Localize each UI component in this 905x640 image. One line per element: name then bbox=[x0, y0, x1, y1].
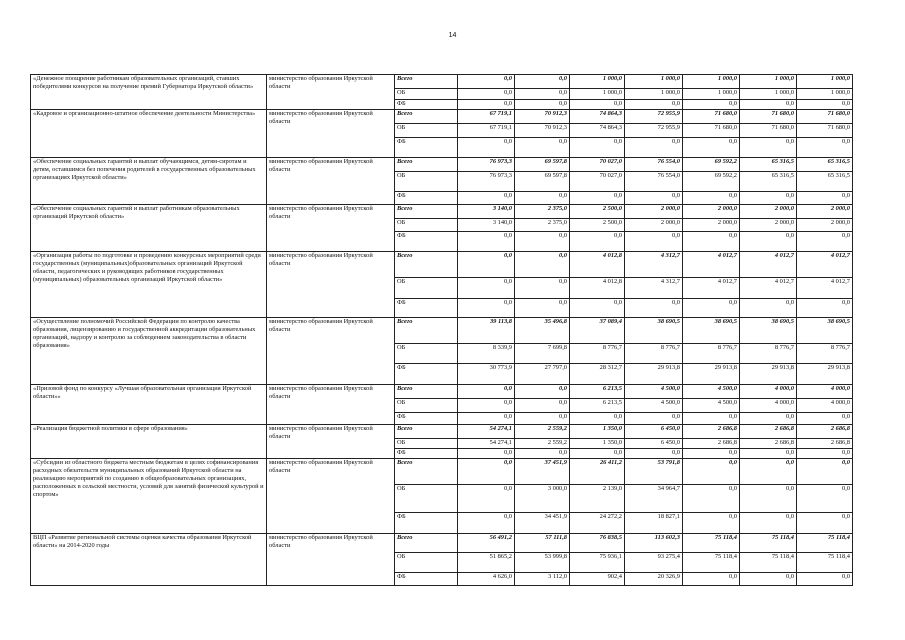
amount-cell: 6 213,5 bbox=[570, 399, 625, 413]
amount-cell: 75 118,4 bbox=[740, 534, 797, 553]
amount-cell: 2 686,8 bbox=[683, 425, 740, 439]
amount-cell: 4 012,7 bbox=[683, 278, 740, 299]
amount-cell: 54 274,1 bbox=[458, 425, 515, 439]
amount-cell: 8 339,9 bbox=[458, 344, 515, 364]
amount-cell: 69 592,2 bbox=[683, 172, 740, 192]
amount-cell: 2 000,0 bbox=[683, 219, 740, 232]
funding-source-cell: ОБ bbox=[395, 553, 458, 573]
table-row bbox=[31, 425, 853, 439]
executor-cell: министерство образования Иркутской области bbox=[267, 158, 395, 205]
funding-source-cell: Всего bbox=[395, 110, 458, 124]
amount-cell: 2 375,0 bbox=[515, 219, 570, 232]
amount-cell: 0,0 bbox=[570, 232, 625, 252]
amount-cell: 4 000,0 bbox=[740, 385, 797, 399]
amount-cell: 4 000,0 bbox=[797, 399, 853, 413]
amount-cell: 4 012,7 bbox=[740, 252, 797, 278]
amount-cell: 0,0 bbox=[740, 513, 797, 534]
amount-cell: 4 012,8 bbox=[570, 252, 625, 278]
amount-cell: 0,0 bbox=[740, 192, 797, 205]
amount-cell: 74 864,3 bbox=[570, 124, 625, 138]
amount-cell: 0,0 bbox=[515, 299, 570, 318]
funding-source-cell: ФБ bbox=[395, 192, 458, 205]
amount-cell: 65 316,5 bbox=[740, 158, 797, 172]
page-number: 14 bbox=[448, 32, 457, 39]
funding-source-cell: Всего bbox=[395, 459, 458, 485]
amount-cell: 4 012,8 bbox=[570, 278, 625, 299]
amount-cell: 2 686,8 bbox=[683, 439, 740, 449]
amount-cell: 71 680,0 bbox=[740, 124, 797, 138]
amount-cell: 27 797,0 bbox=[515, 364, 570, 385]
amount-cell: 4 500,0 bbox=[683, 399, 740, 413]
amount-cell: 2 000,0 bbox=[683, 205, 740, 219]
amount-cell: 69 592,2 bbox=[683, 158, 740, 172]
amount-cell: 38 690,5 bbox=[625, 318, 683, 344]
amount-cell: 0,0 bbox=[515, 75, 570, 89]
amount-cell: 75 118,4 bbox=[797, 534, 853, 553]
amount-cell: 0,0 bbox=[458, 513, 515, 534]
amount-cell: 72 955,9 bbox=[625, 124, 683, 138]
amount-cell: 67 719,1 bbox=[458, 110, 515, 124]
amount-cell: 54 274,1 bbox=[458, 439, 515, 449]
amount-cell: 1 000,0 bbox=[740, 75, 797, 89]
amount-cell: 3 000,0 bbox=[515, 485, 570, 513]
amount-cell: 6 213,5 bbox=[570, 385, 625, 399]
amount-cell: 35 496,8 bbox=[515, 318, 570, 344]
amount-cell: 0,0 bbox=[797, 513, 853, 534]
amount-cell: 70 027,0 bbox=[570, 158, 625, 172]
amount-cell: 0,0 bbox=[797, 100, 853, 110]
amount-cell: 75 118,4 bbox=[683, 534, 740, 553]
amount-cell: 4 012,7 bbox=[797, 278, 853, 299]
amount-cell: 0,0 bbox=[515, 278, 570, 299]
funding-source-cell: Всего bbox=[395, 252, 458, 278]
amount-cell: 0,0 bbox=[458, 385, 515, 399]
activity-name-cell: «Осуществление полномочий Российской Федерации по контролю качества образования, лицензированию и государственной аккредитации образовательных организаций, надзору и контролю за соблюдением законодательства в области образования» bbox=[31, 318, 267, 385]
amount-cell: 53 791,8 bbox=[625, 459, 683, 485]
amount-cell: 8 776,7 bbox=[570, 344, 625, 364]
amount-cell: 4 000,0 bbox=[797, 385, 853, 399]
amount-cell: 0,0 bbox=[458, 89, 515, 100]
funding-source-cell: ФБ bbox=[395, 299, 458, 318]
amount-cell: 0,0 bbox=[625, 232, 683, 252]
amount-cell: 4 500,0 bbox=[625, 399, 683, 413]
funding-source-cell: ФБ bbox=[395, 138, 458, 158]
table-row bbox=[31, 75, 853, 89]
amount-cell: 0,0 bbox=[458, 485, 515, 513]
amount-cell: 29 913,8 bbox=[683, 364, 740, 385]
funding-source-cell: ОБ bbox=[395, 219, 458, 232]
amount-cell: 0,0 bbox=[625, 413, 683, 425]
amount-cell: 2 559,2 bbox=[515, 425, 570, 439]
amount-cell: 67 719,1 bbox=[458, 124, 515, 138]
amount-cell: 0,0 bbox=[625, 100, 683, 110]
amount-cell: 76 838,5 bbox=[570, 534, 625, 553]
executor-cell: министерство образования Иркутской области bbox=[267, 252, 395, 318]
amount-cell: 0,0 bbox=[683, 192, 740, 205]
activity-name-cell: «Обеспечение социальных гарантий и выплат работникам образовательных организаций Иркутской области» bbox=[31, 205, 267, 252]
amount-cell: 0,0 bbox=[570, 413, 625, 425]
amount-cell: 65 316,5 bbox=[797, 172, 853, 192]
amount-cell: 0,0 bbox=[797, 573, 853, 586]
amount-cell: 0,0 bbox=[458, 252, 515, 278]
amount-cell: 0,0 bbox=[797, 459, 853, 485]
funding-source-cell: Всего bbox=[395, 205, 458, 219]
amount-cell: 71 680,0 bbox=[683, 110, 740, 124]
amount-cell: 0,0 bbox=[625, 138, 683, 158]
amount-cell: 0,0 bbox=[683, 413, 740, 425]
amount-cell: 71 680,0 bbox=[797, 110, 853, 124]
executor-cell: министерство образования Иркутской области bbox=[267, 75, 395, 110]
amount-cell: 8 776,7 bbox=[625, 344, 683, 364]
funding-source-cell: Всего bbox=[395, 75, 458, 89]
amount-cell: 65 316,5 bbox=[740, 172, 797, 192]
amount-cell: 0,0 bbox=[683, 513, 740, 534]
amount-cell: 0,0 bbox=[740, 138, 797, 158]
amount-cell: 6 450,0 bbox=[625, 425, 683, 439]
amount-cell: 38 690,5 bbox=[683, 318, 740, 344]
amount-cell: 4 012,7 bbox=[797, 252, 853, 278]
amount-cell: 75 118,4 bbox=[683, 553, 740, 573]
table-row bbox=[31, 110, 853, 124]
funding-source-cell: Всего bbox=[395, 534, 458, 553]
activity-name-cell: «Субсидии из областного бюджета местным бюджетам в целях софинансирования расходных обязательств муниципальных образований Иркутской области на реализацию мероприятий по созданию в общеобразовательных организациях, расположенных в сельской местности, условий для занятий физической культурой и спортом» bbox=[31, 459, 267, 534]
amount-cell: 0,0 bbox=[797, 192, 853, 205]
funding-source-cell: ОБ bbox=[395, 344, 458, 364]
amount-cell: 0,0 bbox=[740, 299, 797, 318]
executor-cell: министерство образования Иркутской области bbox=[267, 459, 395, 534]
amount-cell: 0,0 bbox=[515, 89, 570, 100]
executor-cell: министерство образования Иркутской области bbox=[267, 534, 395, 586]
amount-cell: 4 312,7 bbox=[625, 252, 683, 278]
amount-cell: 28 312,7 bbox=[570, 364, 625, 385]
amount-cell: 76 554,0 bbox=[625, 172, 683, 192]
amount-cell: 72 955,9 bbox=[625, 110, 683, 124]
amount-cell: 37 089,4 bbox=[570, 318, 625, 344]
amount-cell: 0,0 bbox=[683, 573, 740, 586]
amount-cell: 0,0 bbox=[515, 399, 570, 413]
funding-source-cell: ОБ bbox=[395, 399, 458, 413]
funding-source-cell: ОБ bbox=[395, 439, 458, 449]
amount-cell: 0,0 bbox=[797, 485, 853, 513]
executor-cell: министерство образования Иркутской области bbox=[267, 110, 395, 158]
amount-cell: 2 500,0 bbox=[570, 219, 625, 232]
amount-cell: 37 451,9 bbox=[515, 459, 570, 485]
amount-cell: 75 118,4 bbox=[797, 553, 853, 573]
executor-cell: министерство образования Иркутской области bbox=[267, 385, 395, 425]
amount-cell: 0,0 bbox=[458, 192, 515, 205]
funding-source-cell: ФБ bbox=[395, 232, 458, 252]
funding-source-cell: Всего bbox=[395, 318, 458, 344]
amount-cell: 0,0 bbox=[625, 192, 683, 205]
amount-cell: 8 776,7 bbox=[683, 344, 740, 364]
amount-cell: 2 000,0 bbox=[797, 205, 853, 219]
amount-cell: 0,0 bbox=[625, 449, 683, 459]
amount-cell: 0,0 bbox=[458, 75, 515, 89]
amount-cell: 0,0 bbox=[625, 299, 683, 318]
amount-cell: 0,0 bbox=[797, 232, 853, 252]
amount-cell: 3 140,0 bbox=[458, 219, 515, 232]
amount-cell: 2 000,0 bbox=[740, 219, 797, 232]
funding-source-cell: ФБ bbox=[395, 573, 458, 586]
amount-cell: 4 626,0 bbox=[458, 573, 515, 586]
amount-cell: 26 411,2 bbox=[570, 459, 625, 485]
amount-cell: 76 973,3 bbox=[458, 172, 515, 192]
executor-cell: министерство образования Иркутской области bbox=[267, 425, 395, 459]
amount-cell: 0,0 bbox=[683, 232, 740, 252]
amount-cell: 2 686,8 bbox=[797, 439, 853, 449]
amount-cell: 0,0 bbox=[740, 413, 797, 425]
table-row bbox=[31, 158, 853, 172]
table-row bbox=[31, 205, 853, 219]
table-row bbox=[31, 318, 853, 344]
amount-cell: 8 776,7 bbox=[740, 344, 797, 364]
amount-cell: 0,0 bbox=[740, 485, 797, 513]
amount-cell: 1 000,0 bbox=[797, 89, 853, 100]
amount-cell: 1 000,0 bbox=[570, 75, 625, 89]
amount-cell: 4 012,7 bbox=[683, 252, 740, 278]
funding-source-cell: ФБ bbox=[395, 449, 458, 459]
amount-cell: 2 139,0 bbox=[570, 485, 625, 513]
amount-cell: 0,0 bbox=[797, 413, 853, 425]
amount-cell: 2 686,8 bbox=[740, 439, 797, 449]
amount-cell: 1 000,0 bbox=[797, 75, 853, 89]
amount-cell: 1 350,0 bbox=[570, 425, 625, 439]
amount-cell: 0,0 bbox=[683, 138, 740, 158]
amount-cell: 76 973,3 bbox=[458, 158, 515, 172]
table-row bbox=[31, 459, 853, 485]
amount-cell: 0,0 bbox=[458, 449, 515, 459]
amount-cell: 69 597,8 bbox=[515, 158, 570, 172]
amount-cell: 0,0 bbox=[740, 573, 797, 586]
funding-source-cell: ФБ bbox=[395, 513, 458, 534]
funding-source-cell: Всего bbox=[395, 158, 458, 172]
amount-cell: 2 000,0 bbox=[625, 205, 683, 219]
amount-cell: 113 602,3 bbox=[625, 534, 683, 553]
table-row bbox=[31, 534, 853, 553]
amount-cell: 1 000,0 bbox=[625, 89, 683, 100]
amount-cell: 0,0 bbox=[683, 299, 740, 318]
amount-cell: 75 118,4 bbox=[740, 553, 797, 573]
amount-cell: 75 936,1 bbox=[570, 553, 625, 573]
amount-cell: 0,0 bbox=[515, 138, 570, 158]
activity-name-cell: «Кадровое и организационно-штатное обеспечение деятельности Министерства» bbox=[31, 110, 267, 158]
amount-cell: 65 316,5 bbox=[797, 158, 853, 172]
amount-cell: 70 027,0 bbox=[570, 172, 625, 192]
amount-cell: 0,0 bbox=[515, 413, 570, 425]
amount-cell: 0,0 bbox=[458, 459, 515, 485]
activity-name-cell: «Денежное поощрение работникам образовательных организаций, ставших победителями конкурсов на получение премий Губернатора Иркутской области» bbox=[31, 75, 267, 110]
funding-source-cell: ФБ bbox=[395, 364, 458, 385]
activity-name-cell: «Обеспечение социальных гарантий и выплат обучающимся, детям-сиротам и детям, оставшимся без попечения родителей в государственных образовательных организациях Иркутской области» bbox=[31, 158, 267, 205]
amount-cell: 0,0 bbox=[683, 459, 740, 485]
amount-cell: 2 686,8 bbox=[797, 425, 853, 439]
amount-cell: 2 375,0 bbox=[515, 205, 570, 219]
amount-cell: 3 140,0 bbox=[458, 205, 515, 219]
funding-source-cell: ФБ bbox=[395, 413, 458, 425]
amount-cell: 57 111,8 bbox=[515, 534, 570, 553]
amount-cell: 38 690,5 bbox=[797, 318, 853, 344]
funding-source-cell: ФБ bbox=[395, 100, 458, 110]
amount-cell: 56 491,2 bbox=[458, 534, 515, 553]
amount-cell: 0,0 bbox=[458, 100, 515, 110]
amount-cell: 2 559,2 bbox=[515, 439, 570, 449]
amount-cell: 4 500,0 bbox=[683, 385, 740, 399]
table-row bbox=[31, 385, 853, 399]
budget-table bbox=[30, 74, 853, 586]
amount-cell: 38 690,5 bbox=[740, 318, 797, 344]
amount-cell: 0,0 bbox=[458, 138, 515, 158]
amount-cell: 0,0 bbox=[740, 459, 797, 485]
amount-cell: 0,0 bbox=[570, 100, 625, 110]
amount-cell: 1 000,0 bbox=[570, 89, 625, 100]
amount-cell: 2 000,0 bbox=[740, 205, 797, 219]
activity-name-cell: ВЦП «Развитие региональной системы оценки качества образования Иркутской области» на 2014-2020 годы bbox=[31, 534, 267, 586]
table-row bbox=[31, 252, 853, 278]
amount-cell: 4 312,7 bbox=[625, 278, 683, 299]
amount-cell: 0,0 bbox=[515, 192, 570, 205]
amount-cell: 70 912,3 bbox=[515, 124, 570, 138]
amount-cell: 76 554,0 bbox=[625, 158, 683, 172]
amount-cell: 902,4 bbox=[570, 573, 625, 586]
amount-cell: 0,0 bbox=[570, 449, 625, 459]
activity-name-cell: «Реализация бюджетной политики в сфере образования» bbox=[31, 425, 267, 459]
amount-cell: 0,0 bbox=[683, 100, 740, 110]
amount-cell: 71 680,0 bbox=[683, 124, 740, 138]
amount-cell: 0,0 bbox=[797, 138, 853, 158]
funding-source-cell: ОБ bbox=[395, 89, 458, 100]
amount-cell: 71 680,0 bbox=[797, 124, 853, 138]
activity-name-cell: «Призовой фонд по конкурсу «Лучшая образовательная организация Иркутской области»» bbox=[31, 385, 267, 425]
amount-cell: 4 012,7 bbox=[740, 278, 797, 299]
amount-cell: 30 773,9 bbox=[458, 364, 515, 385]
amount-cell: 93 275,4 bbox=[625, 553, 683, 573]
amount-cell: 0,0 bbox=[515, 385, 570, 399]
amount-cell: 39 113,8 bbox=[458, 318, 515, 344]
amount-cell: 1 000,0 bbox=[625, 75, 683, 89]
amount-cell: 0,0 bbox=[515, 252, 570, 278]
amount-cell: 4 000,0 bbox=[740, 399, 797, 413]
amount-cell: 0,0 bbox=[740, 232, 797, 252]
activity-name-cell: «Организация работы по подготовке и проведению конкурсных мероприятий среди государственных (муниципальных)образовательных организаций Иркутской области, педагогических и руководящих работников государственных (муниципальных) образовательных организаций Иркутской области» bbox=[31, 252, 267, 318]
amount-cell: 0,0 bbox=[458, 278, 515, 299]
amount-cell: 0,0 bbox=[515, 232, 570, 252]
amount-cell: 0,0 bbox=[797, 449, 853, 459]
executor-cell: министерство образования Иркутской области bbox=[267, 318, 395, 385]
amount-cell: 24 272,2 bbox=[570, 513, 625, 534]
amount-cell: 53 999,8 bbox=[515, 553, 570, 573]
amount-cell: 0,0 bbox=[683, 485, 740, 513]
amount-cell: 2 500,0 bbox=[570, 205, 625, 219]
amount-cell: 4 500,0 bbox=[625, 385, 683, 399]
amount-cell: 0,0 bbox=[740, 449, 797, 459]
funding-source-cell: Всего bbox=[395, 385, 458, 399]
amount-cell: 0,0 bbox=[458, 399, 515, 413]
amount-cell: 0,0 bbox=[515, 449, 570, 459]
amount-cell: 2 000,0 bbox=[625, 219, 683, 232]
amount-cell: 1 000,0 bbox=[740, 89, 797, 100]
amount-cell: 0,0 bbox=[515, 100, 570, 110]
amount-cell: 7 699,8 bbox=[515, 344, 570, 364]
amount-cell: 0,0 bbox=[458, 232, 515, 252]
amount-cell: 20 326,9 bbox=[625, 573, 683, 586]
amount-cell: 0,0 bbox=[458, 413, 515, 425]
amount-cell: 71 680,0 bbox=[740, 110, 797, 124]
amount-cell: 0,0 bbox=[683, 449, 740, 459]
amount-cell: 51 865,2 bbox=[458, 553, 515, 573]
amount-cell: 0,0 bbox=[570, 192, 625, 205]
amount-cell: 29 913,8 bbox=[625, 364, 683, 385]
amount-cell: 0,0 bbox=[458, 299, 515, 318]
amount-cell: 3 112,0 bbox=[515, 573, 570, 586]
amount-cell: 6 450,0 bbox=[625, 439, 683, 449]
amount-cell: 34 451,9 bbox=[515, 513, 570, 534]
funding-source-cell: Всего bbox=[395, 425, 458, 439]
amount-cell: 1 350,0 bbox=[570, 439, 625, 449]
amount-cell: 1 000,0 bbox=[683, 75, 740, 89]
amount-cell: 0,0 bbox=[570, 138, 625, 158]
funding-source-cell: ОБ bbox=[395, 172, 458, 192]
amount-cell: 70 912,3 bbox=[515, 110, 570, 124]
amount-cell: 18 827,1 bbox=[625, 513, 683, 534]
amount-cell: 2 000,0 bbox=[797, 219, 853, 232]
funding-source-cell: ОБ bbox=[395, 485, 458, 513]
funding-source-cell: ОБ bbox=[395, 124, 458, 138]
amount-cell: 74 864,3 bbox=[570, 110, 625, 124]
amount-cell: 29 913,8 bbox=[797, 364, 853, 385]
amount-cell: 0,0 bbox=[570, 299, 625, 318]
amount-cell: 0,0 bbox=[797, 299, 853, 318]
amount-cell: 69 597,8 bbox=[515, 172, 570, 192]
amount-cell: 34 964,7 bbox=[625, 485, 683, 513]
executor-cell: министерство образования Иркутской области bbox=[267, 205, 395, 252]
amount-cell: 29 913,8 bbox=[740, 364, 797, 385]
amount-cell: 0,0 bbox=[740, 100, 797, 110]
amount-cell: 1 000,0 bbox=[683, 89, 740, 100]
funding-source-cell: ОБ bbox=[395, 278, 458, 299]
amount-cell: 2 686,8 bbox=[740, 425, 797, 439]
amount-cell: 8 776,7 bbox=[797, 344, 853, 364]
